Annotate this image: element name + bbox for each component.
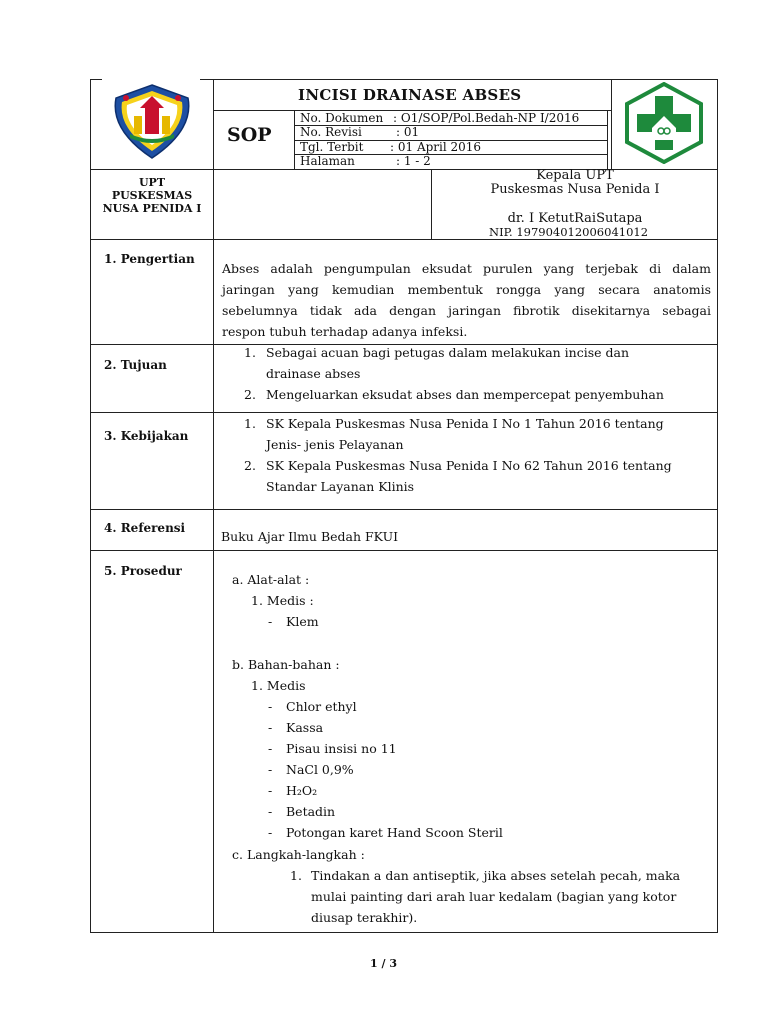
org-line-2: PUSKESMAS xyxy=(111,189,193,202)
prosedur-b-dash-5: - xyxy=(268,783,273,798)
pengertian-line-1: Abses adalah pengumpulan eksudat purulen yang terjebak di dalam xyxy=(222,261,711,276)
prosedur-a-sub: 1. Medis : xyxy=(251,593,314,608)
section-label-tujuan: 2. Tujuan xyxy=(104,358,167,372)
field-label-tgl-terbit: Tgl. Terbit xyxy=(300,140,364,154)
referensi-text: Buku Ajar Ilmu Bedah FKUI xyxy=(221,529,399,544)
field-value-no-dokumen: : O1/SOP/Pol.Bedah-NP I/2016 xyxy=(393,111,580,125)
prosedur-b-dash-7: - xyxy=(268,825,273,840)
tujuan-item-1-line-2: drainase abses xyxy=(266,366,361,381)
prosedur-b-item-2: Kassa xyxy=(286,720,324,735)
prosedur-b-item-7: Potongan karet Hand Scoon Steril xyxy=(286,825,503,840)
org-line-3: NUSA PENIDA I xyxy=(102,202,202,215)
prosedur-b-item-5: H₂O₂ xyxy=(286,783,318,798)
regional-emblem-logo xyxy=(104,82,200,162)
prosedur-c-title: c. Langkah-langkah : xyxy=(232,847,365,862)
prosedur-c-step-num: 1. xyxy=(290,868,302,883)
prosedur-b-title: b. Bahan-bahan : xyxy=(232,657,340,672)
sop-label: SOP xyxy=(227,124,272,146)
prosedur-b-dash-2: - xyxy=(268,720,273,735)
prosedur-b-dash-1: - xyxy=(268,699,273,714)
section-label-prosedur: 5. Prosedur xyxy=(104,564,182,578)
signature-name: dr. I KetutRaiSutapa xyxy=(507,211,643,226)
pengertian-line-2: jaringan yang kemudian membentuk rongga yang secara anatomis xyxy=(222,282,711,297)
prosedur-b-item-3: Pisau insisi no 11 xyxy=(286,741,397,756)
organization-name xyxy=(91,176,213,215)
kebijakan-item-1-num: 1. xyxy=(244,416,256,431)
section-label-pengertian: 1. Pengertian xyxy=(104,252,195,266)
kebijakan-item-2-line-1: SK Kepala Puskesmas Nusa Penida I No 62 Tahun 2016 tentang xyxy=(266,458,672,473)
field-value-halaman: : 1 - 2 xyxy=(396,154,431,168)
signature-nip: NIP. 197904012006041012 xyxy=(489,225,649,239)
prosedur-b-item-6: Betadin xyxy=(286,804,336,819)
prosedur-a-title: a. Alat-alat : xyxy=(232,572,310,587)
document-title: INCISI DRAINASE ABSES xyxy=(298,86,522,104)
field-value-no-revisi: : 01 xyxy=(396,125,420,139)
tujuan-item-2-line-1: Mengeluarkan eksudat abses dan mempercepat penyembuhan xyxy=(266,387,664,402)
prosedur-c-step-line-1: Tindakan a dan antiseptik, jika abses setelah pecah, maka xyxy=(311,868,681,883)
page-number: 1 / 3 xyxy=(370,957,397,970)
prosedur-c-step-line-2: mulai painting dari arah luar kedalam (bagian yang kotor xyxy=(311,889,677,904)
section-label-kebijakan: 3. Kebijakan xyxy=(104,429,189,443)
pengertian-line-4: respon tubuh terhadap adanya infeksi. xyxy=(222,324,468,339)
pengertian-line-3: sebelumnya tidak ada dengan jaringan fibrotik disekitarnya sebagai xyxy=(222,303,711,318)
pengertian-text xyxy=(222,258,711,342)
field-value-tgl-terbit: : 01 April 2016 xyxy=(390,140,482,154)
field-label-halaman: Halaman xyxy=(300,154,355,168)
signature-title-1: Kepala UPT xyxy=(536,168,614,183)
prosedur-a-item-1: Klem xyxy=(286,614,319,629)
kebijakan-item-2-line-2: Standar Layanan Klinis xyxy=(266,479,415,494)
tujuan-item-1-line-1: Sebagai acuan bagi petugas dalam melakukan incise dan xyxy=(266,345,630,360)
kebijakan-item-2-num: 2. xyxy=(244,458,256,473)
field-label-no-revisi: No. Revisi xyxy=(300,125,362,139)
tujuan-item-1-num: 1. xyxy=(244,345,256,360)
kebijakan-item-1-line-2: Jenis- jenis Pelayanan xyxy=(266,437,404,452)
prosedur-c-step-line-3: diusap terakhir). xyxy=(311,910,418,925)
signature-title-2: Puskesmas Nusa Penida I xyxy=(490,182,660,197)
prosedur-b-dash-4: - xyxy=(268,762,273,777)
puskesmas-logo xyxy=(622,82,706,164)
prosedur-b-item-1: Chlor ethyl xyxy=(286,699,357,714)
prosedur-a-dash-1: - xyxy=(268,614,273,629)
tujuan-item-2-num: 2. xyxy=(244,387,256,402)
prosedur-b-dash-6: - xyxy=(268,804,273,819)
prosedur-b-dash-3: - xyxy=(268,741,273,756)
prosedur-b-item-4: NaCl 0,9% xyxy=(286,762,354,777)
field-label-no-dokumen: No. Dokumen xyxy=(300,111,384,125)
prosedur-b-sub: 1. Medis xyxy=(251,678,306,693)
org-line-1: UPT xyxy=(138,176,166,189)
section-label-referensi: 4. Referensi xyxy=(104,521,186,535)
kebijakan-item-1-line-1: SK Kepala Puskesmas Nusa Penida I No 1 Tahun 2016 tentang xyxy=(266,416,664,431)
